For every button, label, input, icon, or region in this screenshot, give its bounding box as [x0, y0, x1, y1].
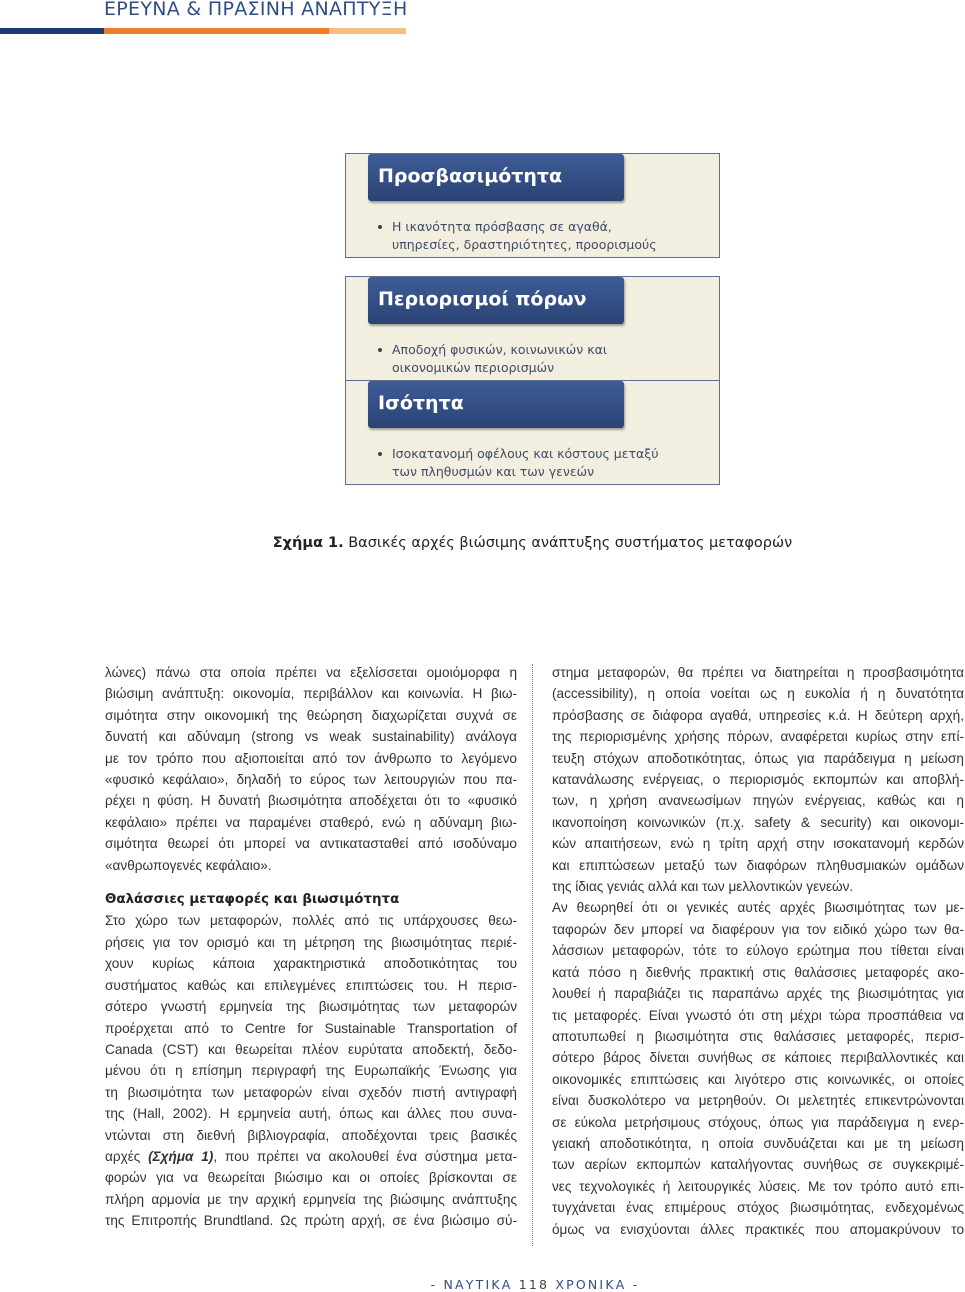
text-line: λάσσιων μεταφορών, τότε το εύλογο ερώτημα που τίθεται είναι: [552, 943, 964, 959]
text-line: δυνατή και αδύναμη (strong vs weak sustainability) ανάλογα: [105, 729, 517, 745]
text-line: με τον τρόπο που αξιοποιείται από τον άνθρωπο το λεγόμενο: [105, 750, 517, 766]
text-line: λώνες) πάνω στα οποία πρέπει να εξελίσσεται ομοιόμορφα η: [105, 665, 517, 680]
text-line: και επιπτώσεων μεταξύ των διαφόρων πληθυσμιακών ομάδων: [552, 857, 964, 873]
page-header-title: ΕΡΕΥΝΑ & ΠΡΑΣΙΝΗ ΑΝΑΠΤΥΞΗ: [104, 0, 408, 20]
text-line: βιώσιμη ανάπτυξη: οικονομία, περιβάλλον και κοινωνία. Η βιω-: [105, 686, 517, 702]
figure-card-bullet: [378, 218, 708, 254]
figure-card-bullet: [378, 445, 708, 481]
text-line: στημα μεταφορών, θα πρέπει να διατηρείται η προσβασιμότητα: [552, 665, 964, 680]
text-line: (accessibility), η οποία νοείται ως η ευκολία ή η δυνατότητα: [552, 686, 964, 702]
figure-card-resource-limits: [345, 276, 720, 381]
text-line: λουθεί ή παραβιάζει τις παραπάνω αρχές της βιωσιμότητας για: [552, 986, 964, 1002]
text-line: φορών για να θεωρείται βιώσιμο και οι οποίες βρίσκονται σε: [105, 1170, 517, 1186]
section-heading: Θαλάσσιες μεταφορές και βιωσιμότητα: [105, 892, 400, 908]
text-line: τη βιωσιμότητα των μεταφορών είναι σχεδόν πιστή αντιγραφή: [105, 1084, 517, 1100]
text-line: τις μεταφορές. Είναι γνωστό ότι στη μέχρι τώρα προσπάθεια να: [552, 1007, 964, 1023]
text-line: γειακή αποδοτικότητα, η οποία συνδυάζεται και με τη μείωση: [552, 1135, 964, 1151]
text-line: σότερο γνωστή ερμηνεία της βιωσιμότητας των μεταφορών: [105, 999, 517, 1015]
text-line: «φυσικό κεφάλαιο», δηλαδή το εύρος των λειτουργιών που πα-: [105, 772, 517, 788]
text-line: ντώνται στη διεθνή βιβλιογραφία, αποδέχονται τρεις βασικές: [105, 1127, 517, 1143]
text-line: ικανοποίηση κοινωνικών (π.χ. safety & security) και οικονομι-: [552, 814, 964, 830]
bullet-icon: [378, 348, 382, 352]
text-line: σιμότητα στην οικονομική της θεώρηση διαχωρίζεται συχνά σε: [105, 707, 517, 723]
text-line: κατά πόσο η διεθνής πρακτική στις θαλάσσιες μεταφορές ακο-: [552, 964, 964, 980]
text-line: πρόσβασης σε διάφορα αγαθά, υπηρεσίες κ.ά. Η δεύτερη αρχή,: [552, 707, 964, 723]
text-line: Canada (CST) και θεωρείται πλέον ευρύτατα αποδεκτή, δεδο-: [105, 1041, 517, 1057]
left-column: [105, 662, 517, 1232]
figure-card-header: [368, 277, 624, 324]
page-number: 118: [518, 1277, 550, 1292]
text-line: των αερίων εκπομπών καταλήγοντας συνήθως σε συγκεκριμέ-: [552, 1157, 964, 1173]
header-rule-orange: [104, 28, 329, 34]
footer-left-text: - ΝΑΥΤΙΚΑ: [430, 1277, 519, 1292]
right-column: [552, 662, 964, 1240]
text-line: των, η χρήση ανανεωσίμων πηγών ενέργειας, καθώς και η: [552, 793, 964, 809]
figure-caption: [0, 535, 965, 551]
figure-card-text: Αποδοχή φυσικών, κοινωνικών και οικονομικών περιορισμών: [392, 342, 608, 375]
figure-caption-label: Σχήμα 1.: [272, 535, 344, 551]
text-line: της ίδιας γενιάς αλλά και των μελλοντικών γενεών.: [552, 879, 854, 895]
header-rule-peach: [329, 28, 406, 34]
text-line: σε εύκολα μετρήσιμους στόχους, όπως για παράδειγμα η ενερ-: [552, 1114, 964, 1130]
figure-card-text: Η ικανότητα πρόσβασης σε αγαθά, υπηρεσίες, δραστηριότητες, προορισμούς: [392, 219, 657, 252]
text-line: ταφορών δεν μπορεί να διαφέρουν για τον ειδικό χώρο των θα-: [552, 921, 964, 937]
text-line: σότερο βάρος δίνεται συνήθως σε κάποιες περιβαλλοντικές και: [552, 1050, 964, 1066]
figure-card-title: Ισότητα: [378, 392, 464, 414]
figure-card-header: [368, 381, 624, 428]
text-line: τυγχάνεται ένας επιμέρους στόχος βιωσιμότητας, ενδεχομένως: [552, 1200, 964, 1216]
figure-diagram: [345, 126, 720, 486]
text-line: Στο χώρο των μεταφορών, πολλές από τις υπάρχουσες θεω-: [105, 913, 517, 929]
figure-caption-text: Βασικές αρχές βιώσιμης ανάπτυξης συστήματος μεταφορών: [343, 535, 793, 551]
text-line: οικονομικές επιπτώσεις και λιγότερο στις κοινωνικές, οι οποίες: [552, 1071, 964, 1087]
text-line: [105, 1146, 517, 1167]
text-line: κών απαιτήσεων, ενώ η τρίτη αρχή στην ισοκατανομή κερδών: [552, 836, 964, 852]
text-line: νες τεχνολογικές ή λειτουργικές λύσεις. Με τον τρόπο αυτό επι-: [552, 1178, 964, 1194]
text-line: κεφάλαιο» πρέπει να παραμένει σταθερό, ενώ η αδύναμη βιω-: [105, 814, 517, 830]
column-divider: [532, 664, 533, 1246]
text-line: αποτυπωθεί η βιωσιμότητα στις θαλάσσιες μεταφορές, περισ-: [552, 1028, 964, 1044]
text-line: ρήσεις για τον ορισμό και τη μέτρηση της βιωσιμότητας περιέ-: [105, 934, 517, 950]
text-line: όμως να ενισχύονται άλλες πρακτικές που απομακρύνουν το: [552, 1221, 964, 1237]
left-paragraph-2: [105, 910, 517, 1231]
text-line: είναι δυσκολότερο να μετρηθούν. Οι μελετητές επικεντρώνονται: [552, 1093, 964, 1109]
figure-reference: (Σχήμα 1): [148, 1148, 214, 1164]
figure-card-bullet: [378, 341, 708, 377]
text-line: σιμότητα θεωρεί ότι μπορεί να αντικατασταθεί από ισοδύναμο: [105, 836, 517, 852]
text-line: «ανθρωπογενές κεφάλαιο».: [105, 857, 272, 873]
text-line: μένου ότι η επίσημη περιγραφή της Ευρωπαϊκής Ένωσης για: [105, 1063, 517, 1079]
text-run: αρχές: [105, 1148, 149, 1164]
text-line: συστήματος καθώς και επιλεγμένες επιπτώσεις του. Η περισ-: [105, 977, 517, 993]
figure-card-title: Προσβασιμότητα: [378, 165, 563, 187]
figure-card-accessibility: [345, 153, 720, 258]
text-line: της (Hall, 2002). Η ερμηνεία αυτή, όπως και άλλες που συνα-: [105, 1106, 517, 1122]
text-line: πλήρη αρμονία με την αρχική ερμηνεία της βιώσιμης ανάπτυξης: [105, 1191, 517, 1207]
text-line: κατανάλωσης ενέργειας, ο περιορισμός εκπομπών και αποβλή-: [552, 772, 964, 788]
figure-card-header: [368, 154, 624, 201]
text-line: της περιορισμένης χρήσης πόρων, αναφέρεται κυρίως στην επί-: [552, 729, 964, 745]
page-footer: [0, 1277, 965, 1292]
bullet-icon: [378, 452, 382, 456]
text-run: , που πρέπει να ακολουθεί ένα σύστημα μετα-: [213, 1148, 517, 1164]
text-line: χουν κυρίως κάποια χαρακτηριστικά αποδοτικότητας του: [105, 956, 517, 972]
text-line: τευξη στόχων αποδοτικότητας, όπως για παράδειγμα η μείωση: [552, 750, 964, 766]
text-line: Αν θεωρηθεί ότι οι γενικές αυτές αρχές βιωσιμότητας των με-: [552, 900, 964, 916]
text-line: της Επιτροπής Brundtland. Ως πρώτη αρχή, σε ένα βιώσιμο σύ-: [105, 1213, 517, 1229]
footer-right-text: ΧΡΟΝΙΚΑ -: [549, 1277, 640, 1292]
text-line: ρέχει η φύση. Η δυνατή βιωσιμότητα αποδέχεται ότι το «φυσικό: [105, 793, 517, 809]
left-paragraph-1: [105, 662, 517, 876]
figure-card-text: Ισοκατανομή οφέλους και κόστους μεταξύ των πληθυσμών και των γενεών: [392, 446, 659, 479]
bullet-icon: [378, 225, 382, 229]
header-rule-navy: [0, 28, 104, 34]
text-line: προέρχεται από το Centre for Sustainable Transportation of: [105, 1020, 517, 1036]
figure-card-title: Περιορισμοί πόρων: [378, 288, 587, 310]
figure-card-equity: [345, 380, 720, 485]
